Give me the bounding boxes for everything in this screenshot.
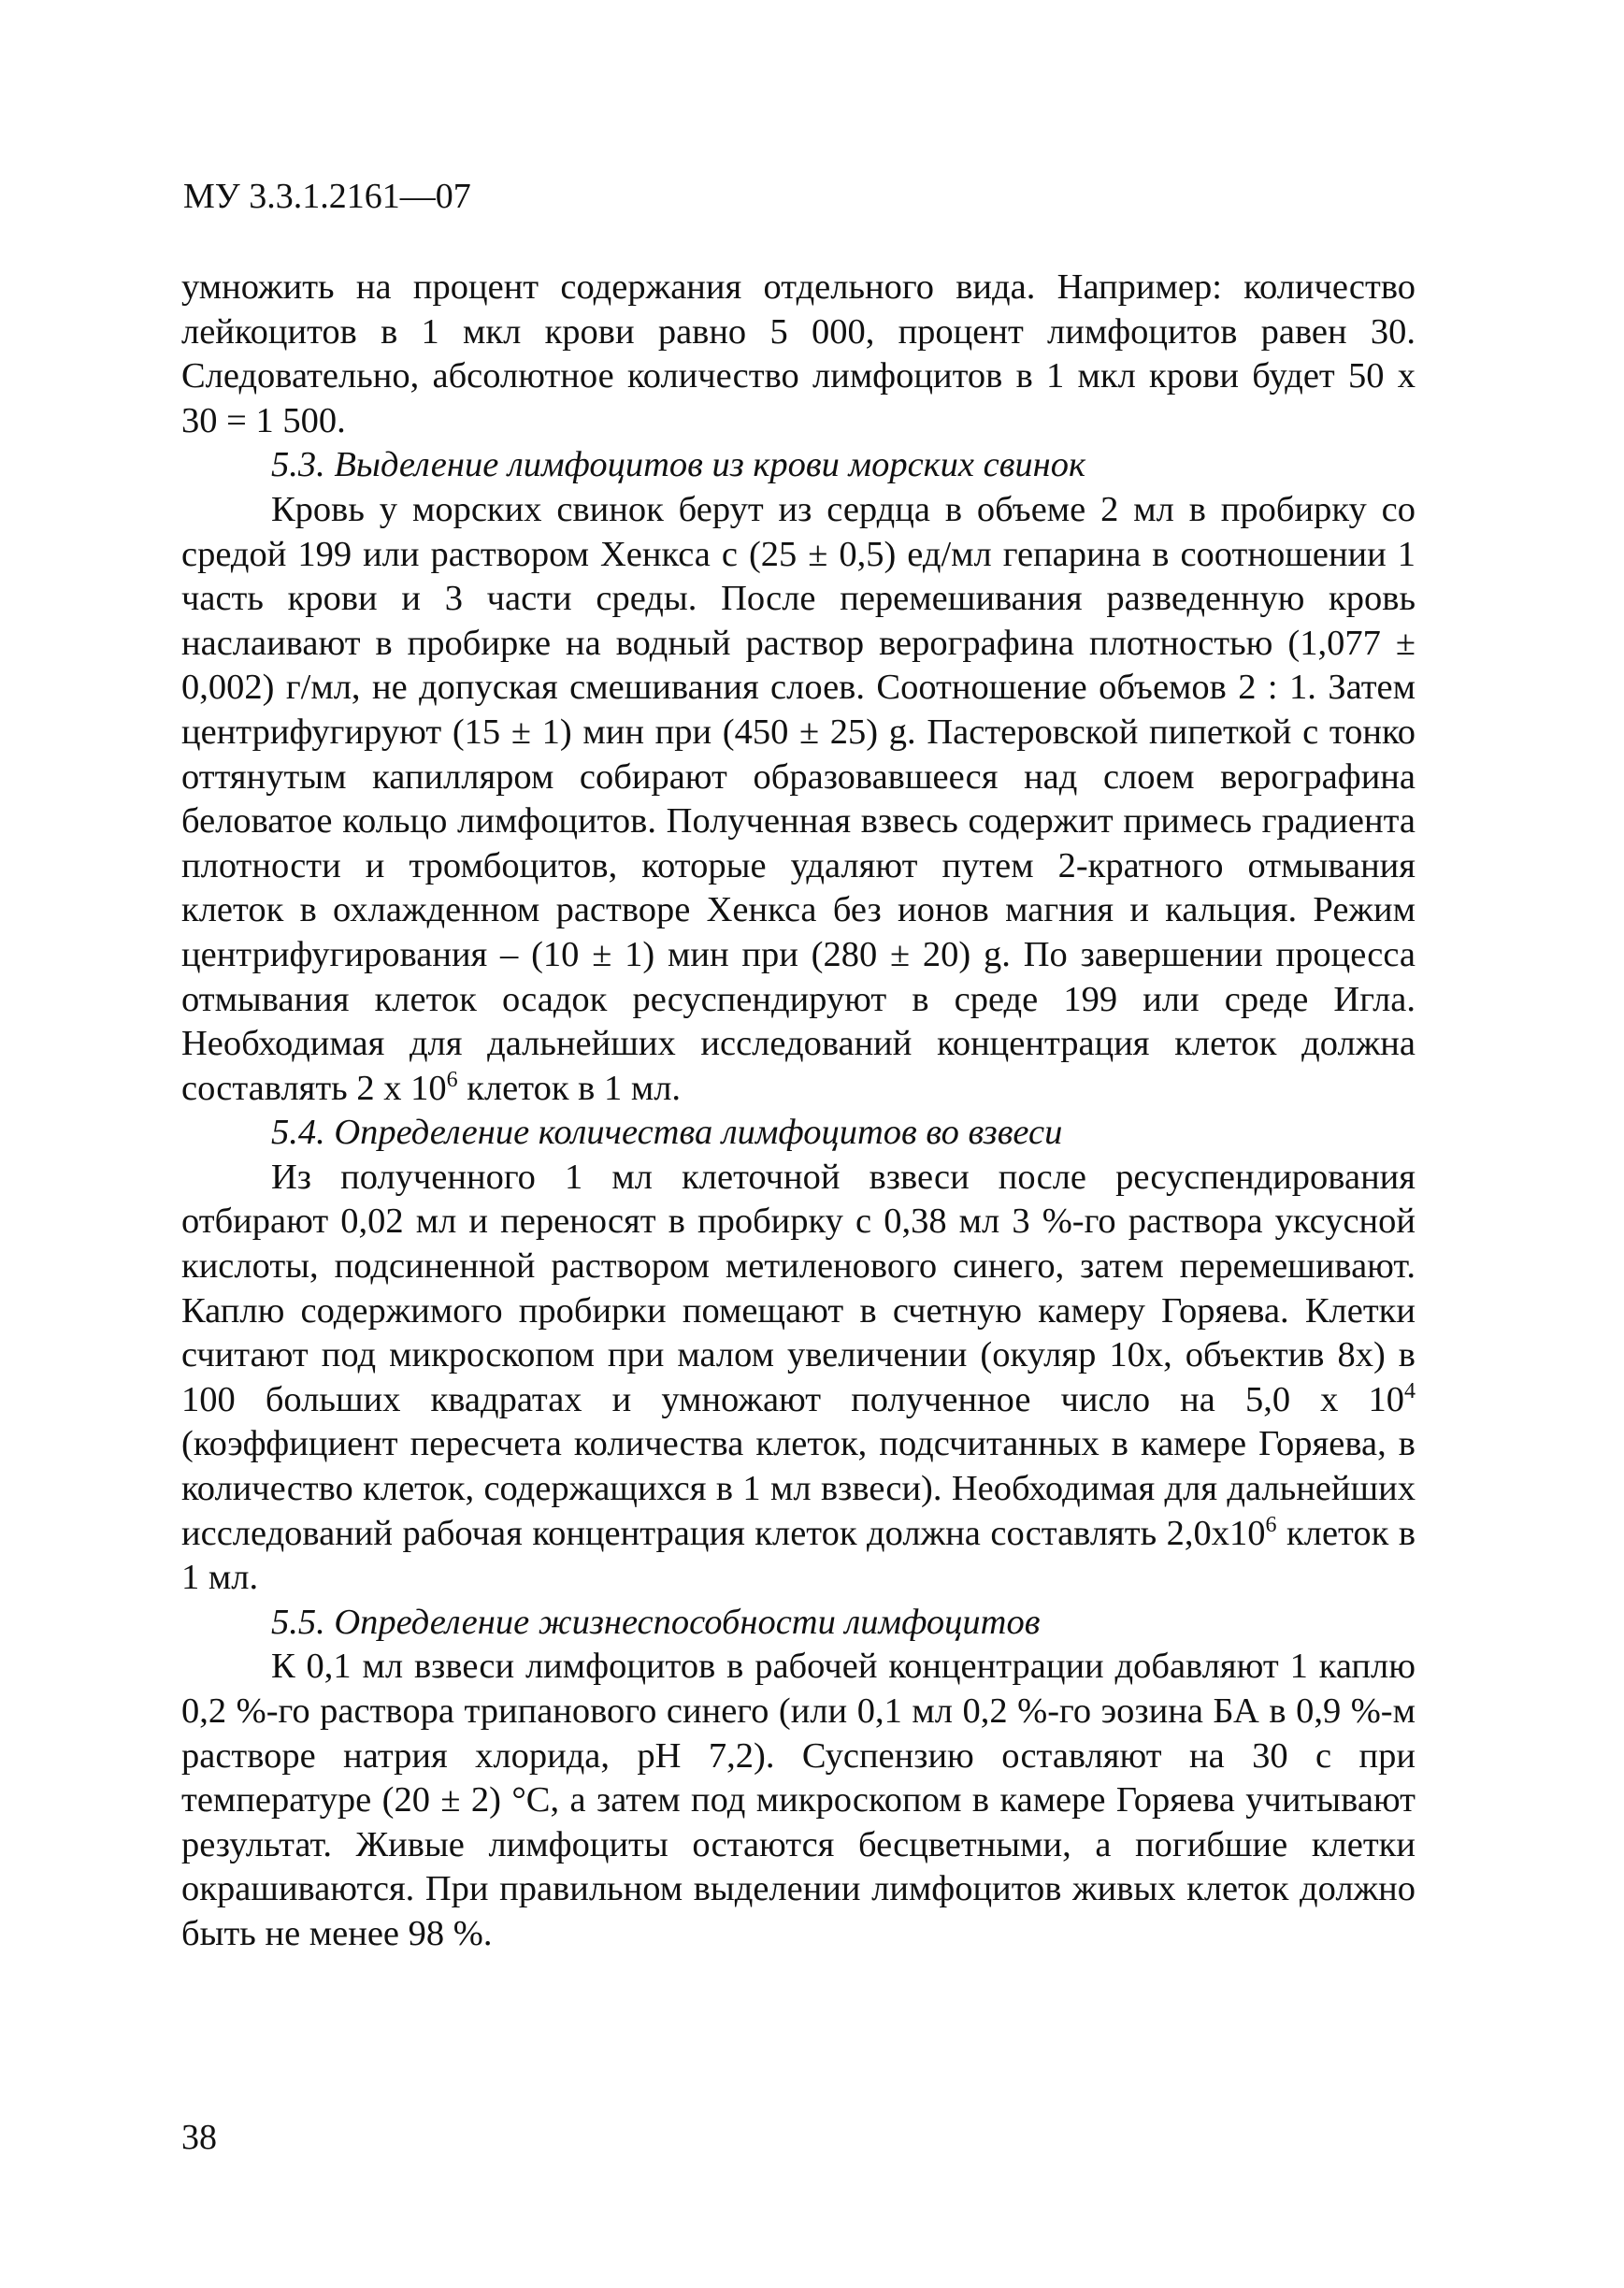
superscript: 6 (446, 1067, 458, 1092)
page-number: 38 (181, 2118, 217, 2157)
paragraph-continued (181, 266, 1416, 443)
section-title-5-5: 5.5. Определение жизнеспособности лимфоцитов (271, 1602, 1041, 1642)
paragraph-text-tail: клеток в 1 мл. (181, 1513, 1416, 1598)
paragraph-text: К 0,1 мл взвеси лимфоцитов в рабочей концентрации добавляют 1 каплю 0,2 %-го раствора трипанового синего (или 0,1 мл 0,2 %-го эозина БА в 0,9 %-м растворе натрия хлорида, рН 7,2). Суспензию оставляют на 30 с при температуре (20 ± 2) °С, а затем под микроскопом в камере Горяева учитывают результат. Живые лимфоциты остаются бесцветными, а погибшие клетки окрашиваются. При правильном выделении лимфоцитов живых клеток должно быть не менее 98 %. (181, 1647, 1416, 1953)
paragraph-text-tail: клеток в 1 мл. (457, 1068, 682, 1108)
paragraph-5-3 (181, 488, 1416, 1111)
section-title-5-3: 5.3. Выделение лимфоцитов из крови морских свинок (271, 445, 1086, 485)
body-text (181, 266, 1416, 1957)
paragraph-text: Из полученного 1 мл клеточной взвеси после ресуспендирования отбирают 0,02 мл и переносят в пробирку с 0,38 мл 3 %-го раствора уксусной кислоты, подсиненной раствором метиленового синего, затем перемешивают. Каплю содержимого пробирки помещают в счетную камеру Горяева. Клетки считают под микроскопом при малом увеличении (окуляр 10х, объектив 8х) в 100 больших квадратах и умножают полученное число на 5,0 х 10 (181, 1157, 1416, 1419)
section-title-5-4: 5.4. Определение количества лимфоцитов во взвеси (271, 1113, 1063, 1153)
document-code: МУ 3.3.1.2161—07 (183, 177, 471, 216)
superscript: 4 (1404, 1378, 1416, 1403)
paragraph-text: Кровь у морских свинок берут из сердца в объеме 2 мл в пробирку со средой 199 или раствором Хенкса с (25 ± 0,5) ед/мл гепарина в соотношении 1 часть крови и 3 части среды. После перемешивания разведенную кровь наслаивают в пробирке на водный раствор верографина плотностью (1,077 ± 0,002) г/мл, не допуская смешивания слоев. Соотношение объемов 2 : 1. Затем центрифугируют (15 ± 1) мин при (450 ± 25) g. Пастеровской пипеткой с тонко оттянутым капилляром собирают образовавшееся над слоем верографина беловатое кольцо лимфоцитов. Полученная взвесь содержит примесь градиента плотности и тромбоцитов, которые удаляют путем 2-кратного отмывания клеток в охлажденном растворе Хенкса без ионов магния и кальция. Режим центрифугирования – (10 ± 1) мин при (280 ± 20) g. По завершении процесса отмывания клеток осадок ресуспендируют в среде 199 или среде Игла. Необходимая для дальнейших исследований концентрация клеток должна составлять 2 х 10 (181, 489, 1416, 1108)
paragraph-5-5 (181, 1645, 1416, 1956)
paragraph-text-tail: (коэффициент пересчета количества клеток, подсчитанных в камере Горяева, в количество клеток, содержащихся в 1 мл взвеси). Необходимая для дальнейших исследований рабочая концентрация клеток должна составлять 2,0х10 (181, 1424, 1416, 1553)
paragraph-5-4 (181, 1156, 1416, 1601)
superscript: 6 (1265, 1512, 1277, 1537)
paragraph-text: умножить на процент содержания отдельного вида. Например: количество лейкоцитов в 1 мкл крови равно 5 000, процент лимфоцитов равен 30. Следовательно, абсолютное количество лимфоцитов в 1 мкл крови будет 50 х 30 = 1 500. (181, 267, 1416, 440)
